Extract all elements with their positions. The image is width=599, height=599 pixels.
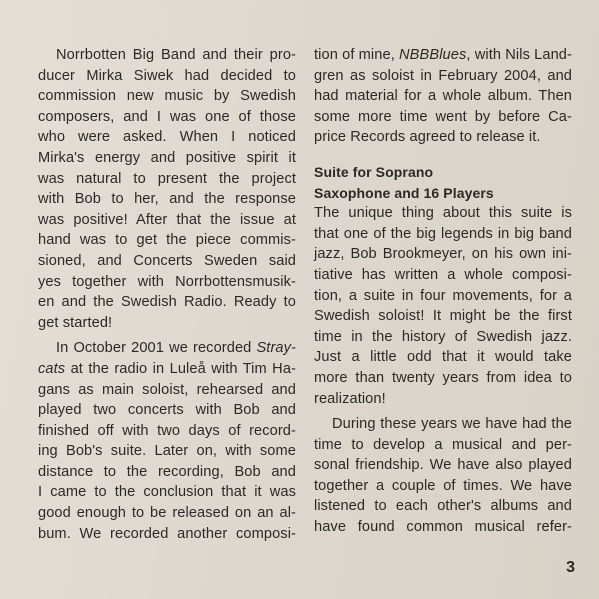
text-line — [38, 45, 296, 66]
text-line — [38, 359, 296, 380]
line-text: some more time went by before Ca- — [314, 108, 572, 125]
line-text: gren as soloist in February 2004, and — [314, 67, 572, 84]
right-column-body — [314, 203, 572, 538]
text-line — [38, 380, 296, 401]
italic-title: cats — [38, 360, 66, 377]
line-text: with Bob to her, and the response — [38, 191, 296, 208]
text-line — [38, 292, 296, 313]
line-text: Norrbotten Big Band and their pro- — [56, 47, 296, 63]
line-text: tion, a suite in four movements, for a — [314, 287, 572, 304]
text-line — [38, 421, 296, 442]
line-text: get started! — [38, 314, 113, 331]
line-text: was natural to present the project — [38, 170, 296, 187]
line-text: jazz, Bob Brookmeyer, on his own ini- — [314, 246, 572, 263]
text-line — [314, 45, 572, 66]
text-line — [314, 517, 572, 538]
line-text: commission new music by Swedish — [38, 88, 296, 105]
line-text: more than twenty years from idea to — [314, 369, 572, 386]
text-line — [314, 476, 572, 497]
line-text: had material for a whole album. Then — [314, 88, 572, 105]
text-line — [38, 313, 296, 334]
text-line — [38, 169, 296, 190]
line-text: tiative has written a whole composi- — [314, 266, 572, 283]
line-text: Mirka's energy and positive spirit it — [38, 149, 296, 166]
text-line — [38, 127, 296, 148]
heading-line-2: Saxophone and 16 Players — [314, 184, 494, 201]
line-text: tion of mine, — [314, 47, 400, 63]
text-line — [38, 400, 296, 421]
text-line — [314, 435, 572, 456]
line-text: listened to each other's albums and — [314, 498, 572, 515]
line-text: finished off with two days of record- — [38, 422, 296, 439]
italic-title: NBBBlues — [399, 47, 467, 63]
text-line — [314, 347, 572, 368]
line-text: ing Bob's suite. Later on, with some — [38, 443, 296, 460]
text-line — [38, 230, 296, 251]
text-line — [38, 251, 296, 272]
text-line — [38, 272, 296, 293]
line-text: distance to the recording, Bob and — [38, 463, 296, 480]
line-text: , with Nils Land- — [466, 47, 572, 63]
right-column — [314, 45, 572, 538]
line-text: hand was to get the piece commis- — [38, 232, 296, 249]
text-line — [38, 503, 296, 524]
text-line — [38, 148, 296, 169]
line-text: composers, and I was one of those — [38, 108, 296, 125]
line-text: sioned, and Concerts Sweden said — [38, 252, 296, 269]
section-heading — [314, 162, 572, 203]
text-line — [38, 189, 296, 210]
text-line — [314, 265, 572, 286]
text-line — [314, 327, 572, 348]
text-line — [314, 455, 572, 476]
text-line — [38, 210, 296, 231]
line-text: price Records agreed to release it. — [314, 129, 541, 146]
heading-line-1: Suite for Soprano — [314, 163, 434, 180]
line-text: who were asked. When I noticed — [38, 129, 296, 146]
text-line — [314, 244, 572, 265]
line-text: played two concerts with Bob and — [38, 402, 296, 419]
text-line — [38, 441, 296, 462]
text-line — [314, 286, 572, 307]
line-text: at the radio in Luleå with Tim Ha- — [65, 360, 296, 377]
text-line — [314, 224, 572, 245]
line-text: that one of the big legends in big band — [314, 225, 572, 242]
text-line — [38, 524, 296, 545]
text-line — [38, 86, 296, 107]
text-line — [314, 389, 572, 410]
line-text: time to develop a musical and per- — [314, 436, 572, 453]
line-text: During these years we have had the — [332, 416, 572, 433]
line-text: good enough to be released on an al- — [38, 505, 296, 522]
text-line — [314, 496, 572, 517]
left-column — [38, 45, 296, 544]
text-line — [314, 66, 572, 87]
line-text: realization! — [314, 390, 386, 407]
line-text: ducer Mirka Siwek had decided to — [38, 67, 296, 84]
text-line — [38, 462, 296, 483]
line-text: en and the Swedish Radio. Ready to — [38, 294, 296, 311]
italic-title: Stray- — [256, 340, 296, 357]
text-line — [314, 306, 572, 327]
text-line — [314, 414, 572, 435]
line-text: In October 2001 we recorded — [56, 340, 257, 357]
line-text: yes together with Norrbottensmusik- — [38, 273, 296, 290]
line-text: together a couple of times. We have — [314, 477, 572, 494]
line-text: Swedish soloist! It might be the first — [314, 308, 572, 325]
line-text: I came to the conclusion that it was — [38, 484, 296, 501]
text-line — [314, 203, 572, 224]
line-text: time in the history of Swedish jazz. — [314, 328, 572, 345]
right-column-paragraph — [314, 45, 572, 148]
text-line — [314, 86, 572, 107]
line-text: Just a little odd that it would take — [314, 349, 572, 366]
page-number: 3 — [566, 559, 575, 576]
text-line — [314, 127, 572, 148]
line-text: sonal friendship. We have also played — [314, 457, 572, 474]
line-text: was positive! After that the issue at — [38, 211, 296, 228]
line-text: The unique thing about this suite is — [314, 205, 572, 222]
text-line — [38, 66, 296, 87]
text-line — [314, 107, 572, 128]
text-line — [38, 482, 296, 503]
text-line — [38, 107, 296, 128]
line-text: bum. We recorded another composi- — [38, 525, 296, 542]
line-text: gans as main soloist, rehearsed and — [38, 381, 296, 398]
text-line — [38, 338, 296, 359]
text-line — [314, 368, 572, 389]
line-text: have found common musical refer- — [314, 519, 572, 536]
